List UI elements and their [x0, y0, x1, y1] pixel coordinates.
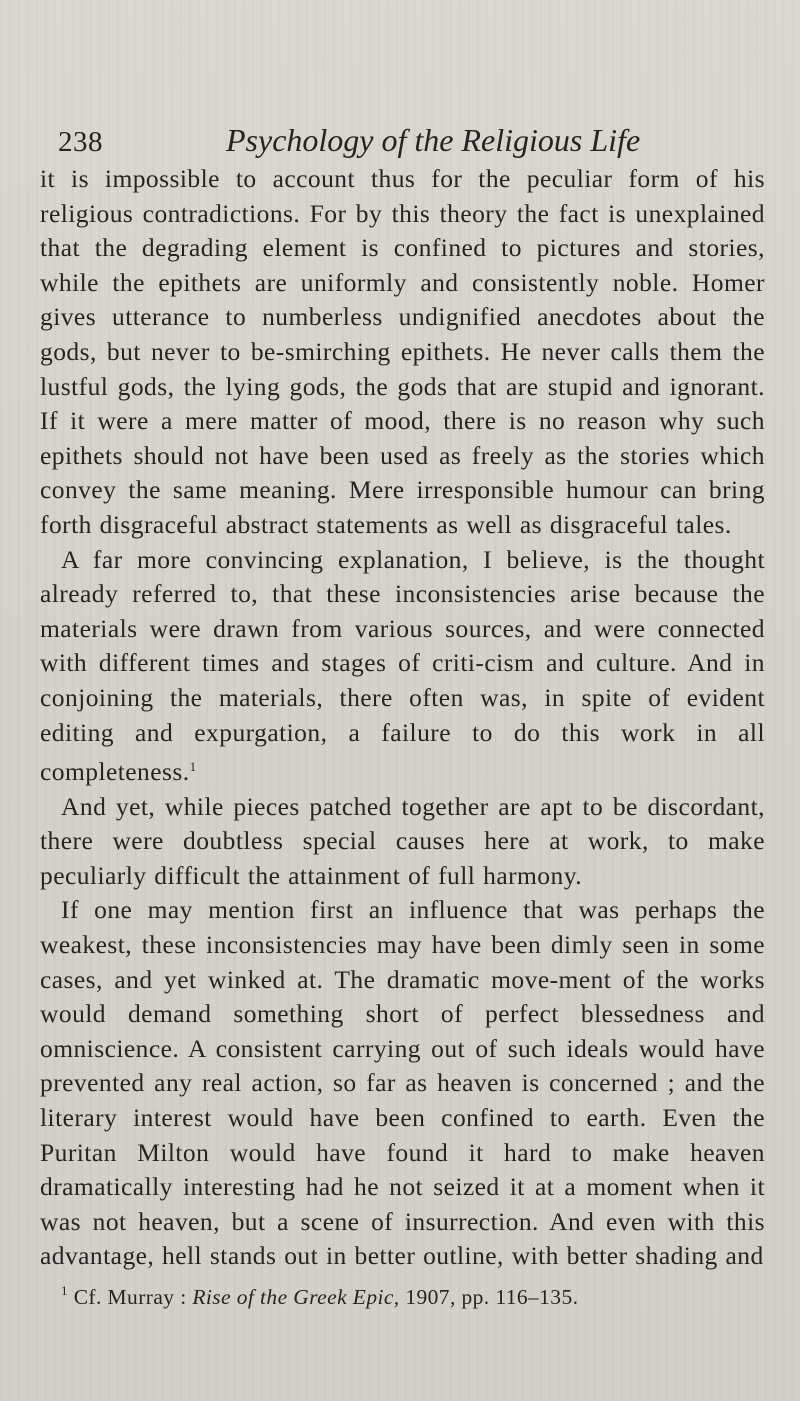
paragraph-2: [40, 543, 765, 790]
running-title: Psychology of the Religious Life: [226, 122, 641, 158]
footnote-title: Rise of the Greek Epic,: [192, 1285, 400, 1309]
footnote-reference: 1: [189, 759, 197, 775]
paragraph-2-text: A far more convincing explanation, I believe, is the thought already referred to, that these inconsistencies arise because the materials were drawn from various sources, and were connected with different times and stages of criti-cism and culture. And in conjoining the materials, there often was, in spite of evident editing and expurgation, a failure to do this work in all completeness.: [40, 544, 765, 787]
book-page: [40, 118, 765, 1312]
paragraph-4: If one may mention first an influence that was perhaps the weakest, these inconsistencies may have been dimly seen in some cases, and yet winked at. The dramatic move-ment of the works would demand something short of perfect blessedness and omniscience. A consistent carrying out of such ideals would have prevented any real action, so far as heaven is concerned ; and the literary interest would have been confined to earth. Even the Puritan Milton would have found it hard to make heaven dramatically interesting had he not seized it at a moment when it was not heaven, but a scene of insurrection. And even with this advantage, hell stands out in better outline, with better shading and: [40, 895, 765, 1271]
paragraph-3: And yet, while pieces patched together are apt to be discordant, there were doubtless special causes here at work, to make peculiarly difficult the attainment of full harmony.: [40, 791, 765, 890]
paragraph-1: it is impossible to account thus for the peculiar form of his religious contradictions. For by this theory the fact is unexplained that the degrading element is confined to pictures and stories, while the epithets are uniformly and consistently noble. Homer gives utterance to numberless undignified anecdotes about the gods, but never to be-smirching epithets. He never calls them the lustful gods, the lying gods, the gods that are stupid and ignorant. If it were a mere matter of mood, there is no reason why such epithets should not have been used as freely as the stories which convey the same meaning. Mere irresponsible humour can bring forth disgraceful abstract statements as well as disgraceful tales.: [40, 164, 765, 539]
footnote-suffix: 1907, pp. 116–135.: [405, 1285, 579, 1309]
body-text: [40, 162, 765, 1274]
footnote-prefix: Cf. Murray :: [73, 1285, 187, 1309]
footnote: [61, 1276, 765, 1312]
page-number: 238: [58, 126, 103, 158]
footnote-marker: 1: [61, 1283, 68, 1298]
running-head: [40, 118, 765, 162]
